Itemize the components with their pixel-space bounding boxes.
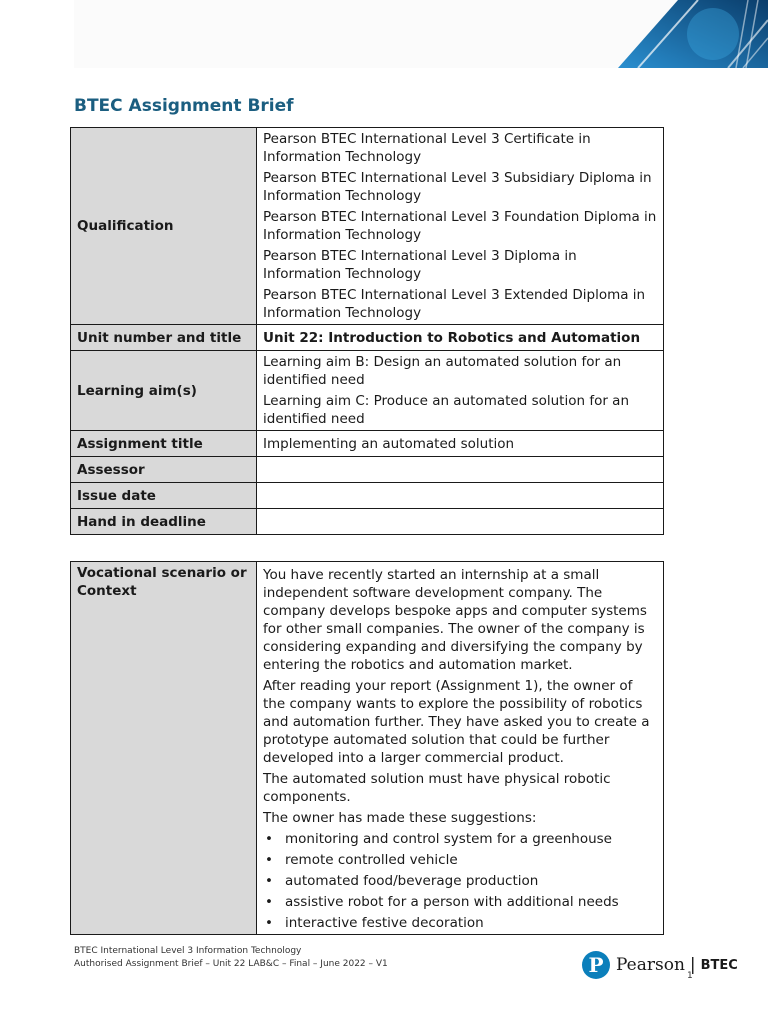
list-item — [263, 893, 657, 911]
table-row — [71, 325, 664, 351]
scenario-value — [257, 562, 664, 935]
suggestion-text: remote controlled vehicle — [285, 852, 458, 868]
header-decorative-graphic — [618, 0, 768, 68]
table-row — [71, 351, 664, 431]
table-row — [71, 509, 664, 535]
bullet-icon: • — [265, 873, 273, 889]
qualification-line: Pearson BTEC International Level 3 Certificate in Information Technology — [263, 131, 591, 165]
scenario-paragraph: You have recently started an internship at a small independent software development company. The company develops bespoke apps and computer systems for other small companies. The owner of the company is considering expanding and diversifying the company by entering the robotics and automation market. — [263, 567, 647, 673]
document-title: BTEC Assignment Brief — [74, 96, 294, 116]
learning-aim-line: Learning aim C: Produce an automated solution for an identified need — [263, 393, 630, 427]
assignment-title-value: Implementing an automated solution — [257, 431, 664, 457]
bullet-icon: • — [265, 852, 273, 868]
bullet-icon: • — [265, 831, 273, 847]
logo-separator: | — [689, 955, 696, 975]
list-item — [263, 872, 657, 890]
assignment-title-label: Assignment title — [71, 431, 257, 457]
bullet-icon: • — [265, 915, 273, 931]
unit-value: Unit 22: Introduction to Robotics and Automation — [257, 325, 664, 351]
scenario-paragraph: The owner has made these suggestions: — [263, 810, 537, 826]
assignment-details-table — [70, 127, 664, 535]
suggestion-text: automated food/beverage production — [285, 873, 539, 889]
deadline-value — [257, 509, 664, 535]
list-item — [263, 830, 657, 848]
suggestions-list — [263, 830, 657, 932]
qualification-line: Pearson BTEC International Level 3 Subsidiary Diploma in Information Technology — [263, 170, 652, 204]
learning-aims-label: Learning aim(s) — [71, 351, 257, 431]
list-item — [263, 914, 657, 932]
issue-date-label: Issue date — [71, 483, 257, 509]
suggestion-text: interactive festive decoration — [285, 915, 484, 931]
table-row — [71, 483, 664, 509]
logo-btec-text: BTEC — [700, 957, 738, 973]
scenario-table — [70, 561, 664, 935]
footer-line: BTEC International Level 3 Information Technology — [74, 946, 302, 956]
bullet-icon: • — [265, 894, 273, 910]
deadline-label: Hand in deadline — [71, 509, 257, 535]
scenario-paragraph: After reading your report (Assignment 1), the owner of the company wants to explore the possibility of robotics and automation further. They have asked you to create a prototype automated solution that could be further developed into a larger commercial product. — [263, 678, 650, 766]
table-row — [71, 562, 664, 935]
qualification-label: Qualification — [71, 128, 257, 325]
scenario-paragraph: The automated solution must have physical robotic components. — [263, 771, 611, 805]
page-footer — [74, 945, 388, 971]
table-row — [71, 457, 664, 483]
list-item — [263, 851, 657, 869]
learning-aims-value — [257, 351, 664, 431]
pearson-logo-icon: P — [582, 951, 610, 979]
suggestion-text: assistive robot for a person with additional needs — [285, 894, 619, 910]
table-row — [71, 128, 664, 325]
assessor-value — [257, 457, 664, 483]
unit-label: Unit number and title — [71, 325, 257, 351]
learning-aim-line: Learning aim B: Design an automated solution for an identified need — [263, 354, 622, 388]
qualification-line: Pearson BTEC International Level 3 Diploma in Information Technology — [263, 248, 577, 282]
scenario-label: Vocational scenario or Context — [71, 562, 257, 935]
pearson-btec-logo — [582, 950, 738, 980]
qualification-value — [257, 128, 664, 325]
suggestion-text: monitoring and control system for a greenhouse — [285, 831, 612, 847]
footer-line: Authorised Assignment Brief – Unit 22 LAB&C – Final – June 2022 – V1 — [74, 959, 388, 969]
qualification-line: Pearson BTEC International Level 3 Foundation Diploma in Information Technology — [263, 209, 657, 243]
logo-pearson-text: Pearson — [616, 955, 685, 975]
table-row — [71, 431, 664, 457]
assessor-label: Assessor — [71, 457, 257, 483]
page-number: 1 — [687, 971, 693, 981]
issue-date-value — [257, 483, 664, 509]
qualification-line: Pearson BTEC International Level 3 Extended Diploma in Information Technology — [263, 287, 646, 321]
